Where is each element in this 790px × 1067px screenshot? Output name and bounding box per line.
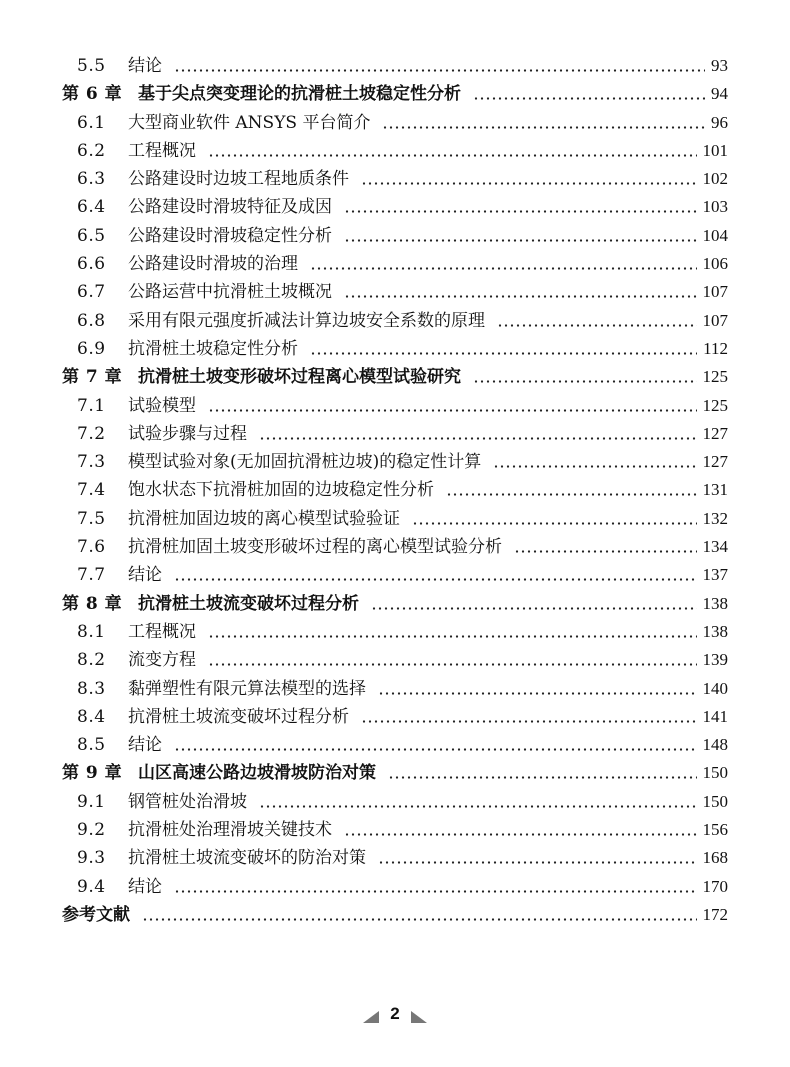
toc-entry-title: 结论 (128, 52, 170, 80)
toc-entry-number: 9.2 (77, 820, 106, 841)
toc-entry-title: 抗滑桩加固边坡的离心模型试验验证 (128, 505, 408, 533)
toc-page-number: 102 (702, 169, 728, 189)
toc-section-row[interactable] (0, 392, 790, 420)
toc-entry-title: 工程概况 (128, 618, 204, 646)
dot-leader (310, 267, 697, 270)
toc-section-row[interactable] (0, 335, 790, 363)
toc-entry-title: 抗滑桩土坡稳定性分析 (128, 335, 306, 363)
toc-page-number: 93 (711, 56, 728, 75)
toc-entry-number: 6.6 (77, 254, 106, 275)
toc-page-number: 138 (702, 593, 728, 613)
toc-entry-title: 公路建设时边坡工程地质条件 (128, 165, 357, 193)
toc-entry-title: 公路建设时滑坡稳定性分析 (128, 222, 340, 250)
dot-leader (344, 239, 697, 242)
dot-leader (473, 380, 697, 383)
toc-entry-title: 饱水状态下抗滑桩加固的边坡稳定性分析 (128, 476, 442, 504)
dot-leader (142, 918, 697, 921)
toc-entry-title: 抗滑桩土坡流变破坏过程分析 (138, 590, 367, 618)
toc-section-row[interactable] (0, 618, 790, 646)
dot-leader (378, 692, 697, 695)
toc-entry-number: 7.5 (77, 508, 106, 529)
dot-leader (344, 833, 697, 836)
toc-page-number: 127 (702, 452, 728, 472)
dot-leader (378, 861, 697, 864)
toc-entry-number: 5.5 (77, 56, 106, 76)
toc-entry-number: 9.1 (77, 791, 106, 812)
toc-entry-number: 7.7 (77, 565, 106, 586)
dot-leader (382, 126, 705, 129)
toc-entry-number: 8.1 (77, 621, 106, 642)
toc-entry-number: 9.3 (77, 848, 106, 869)
toc-page-number: 101 (702, 140, 728, 160)
toc-section-row[interactable] (0, 731, 790, 759)
page-number: 2 (390, 1003, 400, 1023)
toc-section-row[interactable] (0, 278, 790, 306)
dot-leader (174, 890, 697, 893)
dot-leader (371, 607, 697, 610)
dot-leader (473, 97, 705, 100)
dot-leader (174, 69, 705, 72)
toc-entry-number: 6.9 (77, 338, 106, 359)
toc-entry-number: 7.3 (77, 452, 106, 473)
dot-leader (208, 635, 697, 638)
toc-section-row[interactable] (0, 505, 790, 533)
toc-entry-title: 试验步骤与过程 (128, 420, 255, 448)
toc-entry-number: 8.3 (77, 678, 106, 699)
toc-entry-number: 6.7 (77, 282, 106, 303)
toc-section-row[interactable] (0, 52, 790, 80)
toc-section-row[interactable] (0, 165, 790, 193)
toc-entry-number: 6.1 (77, 112, 106, 133)
toc-entry-number: 8.5 (77, 735, 106, 756)
dot-leader (412, 522, 697, 525)
toc-entry-title: 钢管桩处治滑坡 (128, 788, 255, 816)
toc-section-row[interactable] (0, 788, 790, 816)
toc-entry-number: 第 7 章 (62, 367, 123, 388)
toc-entry-number: 6.3 (77, 169, 106, 190)
toc-page-number: 125 (702, 395, 728, 415)
toc-section-row[interactable] (0, 137, 790, 165)
toc-entry-number: 7.4 (77, 480, 106, 501)
dot-leader (497, 324, 697, 327)
toc-page-number: 140 (702, 678, 728, 698)
toc-section-row[interactable] (0, 307, 790, 335)
toc-page-number: 104 (702, 225, 728, 245)
dot-leader (514, 550, 697, 553)
toc-entry-number: 7.6 (77, 537, 106, 558)
toc-page-number: 94 (711, 84, 728, 104)
toc-page-number: 96 (711, 112, 728, 132)
toc-entry-title: 公路建设时滑坡特征及成因 (128, 193, 340, 221)
toc-section-row[interactable] (0, 193, 790, 221)
dot-leader (208, 663, 697, 666)
toc-entry-title: 抗滑桩加固土坡变形破坏过程的离心模型试验分析 (128, 533, 510, 561)
toc-entry-number: 第 6 章 (62, 84, 123, 105)
toc-entry-title: 抗滑桩土坡流变破坏的防治对策 (128, 844, 374, 872)
toc-entry-title: 工程概况 (128, 137, 204, 165)
dot-leader (259, 437, 697, 440)
toc-page-number: 137 (702, 565, 728, 585)
toc-entry-number: 6.2 (77, 140, 106, 161)
toc-entry-title: 公路建设时滑坡的治理 (128, 250, 306, 278)
toc-page-number: 150 (702, 763, 728, 783)
toc-section-row[interactable] (0, 222, 790, 250)
toc-page-number: 172 (702, 904, 728, 924)
toc-page-number: 125 (702, 367, 728, 387)
toc-entry-number: 8.2 (77, 650, 106, 671)
toc-entry-number: 6.5 (77, 225, 106, 246)
toc-entry-title: 试验模型 (128, 392, 204, 420)
toc-chapter-row[interactable] (0, 363, 790, 391)
toc-references-row[interactable] (0, 901, 790, 929)
toc-entry-title: 抗滑桩处治理滑坡关键技术 (128, 816, 340, 844)
toc-entry-title: 抗滑桩土坡变形破坏过程离心模型试验研究 (138, 363, 469, 391)
toc-section-row[interactable] (0, 448, 790, 476)
dot-leader (388, 776, 697, 779)
toc-section-row[interactable] (0, 816, 790, 844)
toc-page-number: 148 (702, 735, 728, 755)
toc-page-number: 132 (702, 508, 728, 528)
toc-entry-number: 7.1 (77, 395, 106, 416)
page-footer (0, 1003, 790, 1030)
toc-page-number: 138 (702, 621, 728, 641)
toc-entry-title: 抗滑桩土坡流变破坏过程分析 (128, 703, 357, 731)
toc-section-row[interactable] (0, 675, 790, 703)
dot-leader (361, 720, 697, 723)
toc-entry-title: 公路运营中抗滑桩土坡概况 (128, 278, 340, 306)
toc-page-number: 168 (702, 848, 728, 868)
toc-page-number: 156 (702, 820, 728, 840)
dot-leader (208, 409, 697, 412)
dot-leader (344, 210, 697, 213)
left-triangle-icon (363, 1011, 379, 1023)
toc-entry-number: 6.4 (77, 197, 106, 218)
toc-page-number: 106 (702, 254, 728, 274)
toc-page-number: 150 (702, 791, 728, 811)
dot-leader (310, 352, 697, 355)
toc-page-number: 134 (702, 537, 728, 557)
toc-page-number: 112 (703, 338, 728, 358)
toc-chapter-row[interactable] (0, 759, 790, 787)
toc-entry-number: 9.4 (77, 876, 106, 897)
table-of-contents (0, 52, 790, 929)
dot-leader (446, 493, 697, 496)
dot-leader (493, 465, 696, 468)
toc-entry-number: 6.8 (77, 310, 106, 331)
toc-entry-title: 流变方程 (128, 646, 204, 674)
dot-leader (259, 805, 697, 808)
dot-leader (344, 295, 697, 298)
toc-entry-title: 结论 (128, 561, 170, 589)
toc-entry-number: 第 8 章 (62, 593, 123, 614)
dot-leader (174, 748, 697, 751)
toc-entry-number: 7.2 (77, 423, 106, 444)
toc-entry-title: 结论 (128, 873, 170, 901)
toc-section-row[interactable] (0, 109, 790, 137)
toc-page-number: 127 (702, 423, 728, 443)
dot-leader (208, 154, 697, 157)
toc-entry-title: 采用有限元强度折减法计算边坡安全系数的原理 (128, 307, 493, 335)
right-triangle-icon (411, 1011, 427, 1023)
toc-entry-title: 黏弹塑性有限元算法模型的选择 (128, 675, 374, 703)
toc-entry-title: 参考文献 (62, 901, 138, 929)
toc-entry-number: 8.4 (77, 706, 106, 727)
toc-page-number: 141 (702, 706, 728, 726)
toc-section-row[interactable] (0, 420, 790, 448)
toc-section-row[interactable] (0, 250, 790, 278)
toc-page-number: 170 (702, 876, 728, 896)
toc-page-number: 139 (702, 650, 728, 670)
dot-leader (174, 578, 697, 581)
toc-entry-title: 大型商业软件 ANSYS 平台简介 (128, 109, 378, 137)
toc-section-row[interactable] (0, 476, 790, 504)
dot-leader (361, 182, 697, 185)
toc-section-row[interactable] (0, 646, 790, 674)
toc-section-row[interactable] (0, 533, 790, 561)
toc-entry-title: 模型试验对象(无加固抗滑桩边坡)的稳定性计算 (128, 448, 489, 476)
toc-entry-title: 基于尖点突变理论的抗滑桩土坡稳定性分析 (138, 80, 469, 108)
toc-section-row[interactable] (0, 873, 790, 901)
toc-entry-number: 第 9 章 (62, 763, 123, 784)
toc-entry-title: 山区高速公路边坡滑坡防治对策 (138, 759, 384, 787)
toc-section-row[interactable] (0, 703, 790, 731)
toc-page-number: 107 (702, 282, 728, 302)
toc-chapter-row[interactable] (0, 80, 790, 108)
toc-section-row[interactable] (0, 561, 790, 589)
toc-entry-title: 结论 (128, 731, 170, 759)
toc-page-number: 107 (702, 310, 728, 330)
toc-chapter-row[interactable] (0, 590, 790, 618)
toc-page-number: 103 (702, 197, 728, 217)
toc-section-row[interactable] (0, 844, 790, 872)
toc-page-number: 131 (702, 480, 728, 500)
